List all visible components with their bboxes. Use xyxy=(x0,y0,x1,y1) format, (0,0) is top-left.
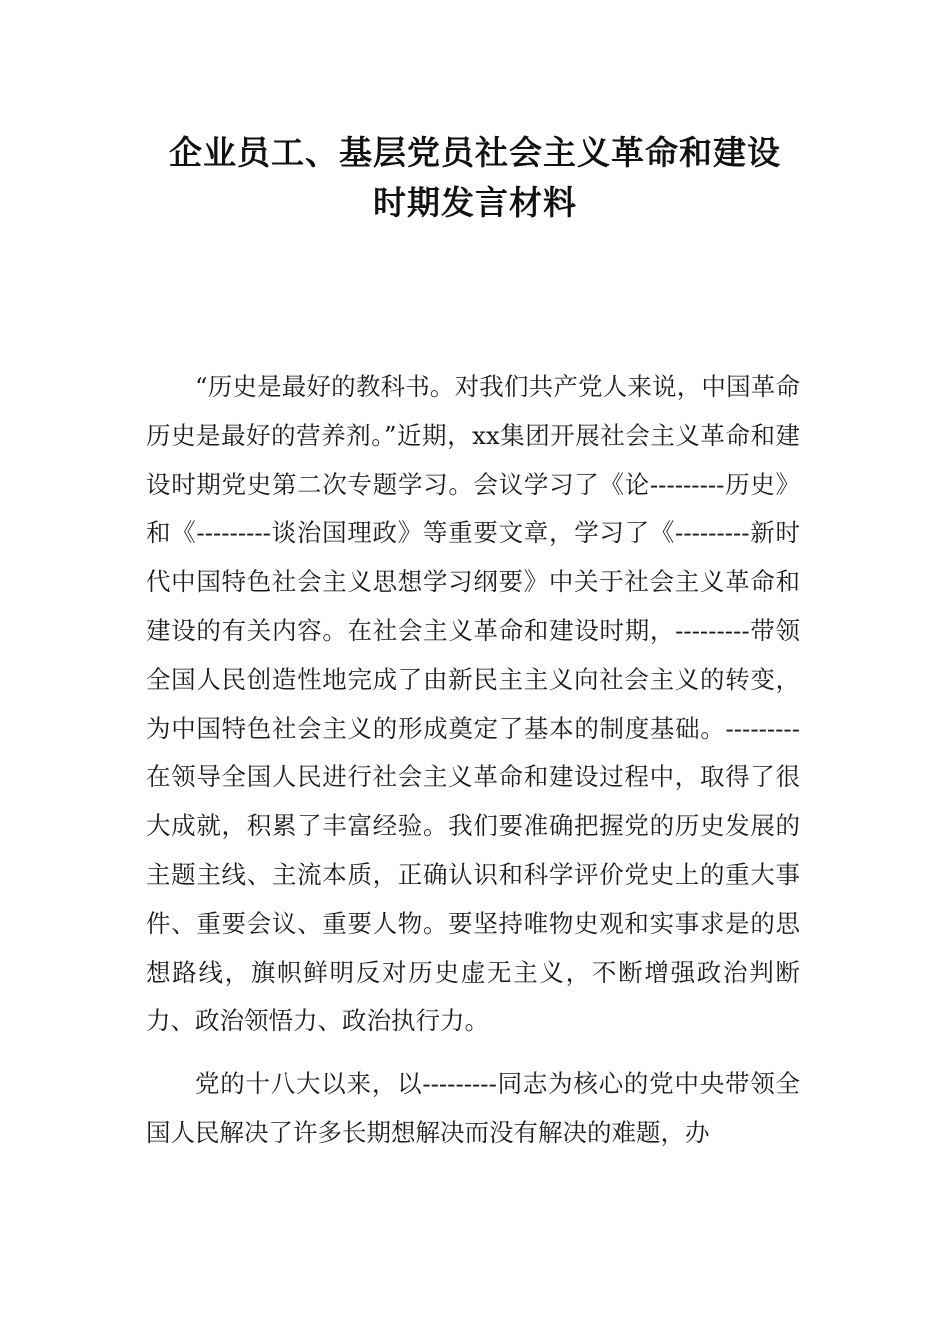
title-line-2: 时期发言材料 xyxy=(373,183,577,222)
body-paragraph-2: 党的十八大以来，以---------同志为核心的党中央带领全国人民解决了许多长期想解决而没有解决的难题，办 xyxy=(146,1069,800,1147)
title-line-1: 企业员工、基层党员社会主义革命和建设 xyxy=(169,133,781,172)
document-body xyxy=(146,363,800,1172)
document-title xyxy=(130,128,820,228)
body-paragraph-1: “历史是最好的教科书。对我们共产党人来说，中国革命历史是最好的营养剂。”近期，xx集团开展社会主义革命和建设时期党史第二次专题学习。会议学习了《论---------历史》和《---------谈治国理政》等重要文章，学习了《---------新时代中国特色社会主义思想学习纲要》中关于社会主义革命和建设的有关内容。在社会主义革命和建设时期，---------带领全国人民创造性地完成了由新民主主义向社会主义的转变，为中国特色社会主义的形成奠定了基本的制度基础。---------在领导全国人民进行社会主义革命和建设过程中，取得了很大成就，积累了丰富经验。我们要准确把握党的历史发展的主题主线、主流本质，正确认识和科学评价党史上的重大事件、重要会议、重要人物。要坚持唯物史观和实事求是的思想路线，旗帜鲜明反对历史虚无主义，不断增强政治判断力、政治领悟力、政治执行力。 xyxy=(146,372,800,1036)
